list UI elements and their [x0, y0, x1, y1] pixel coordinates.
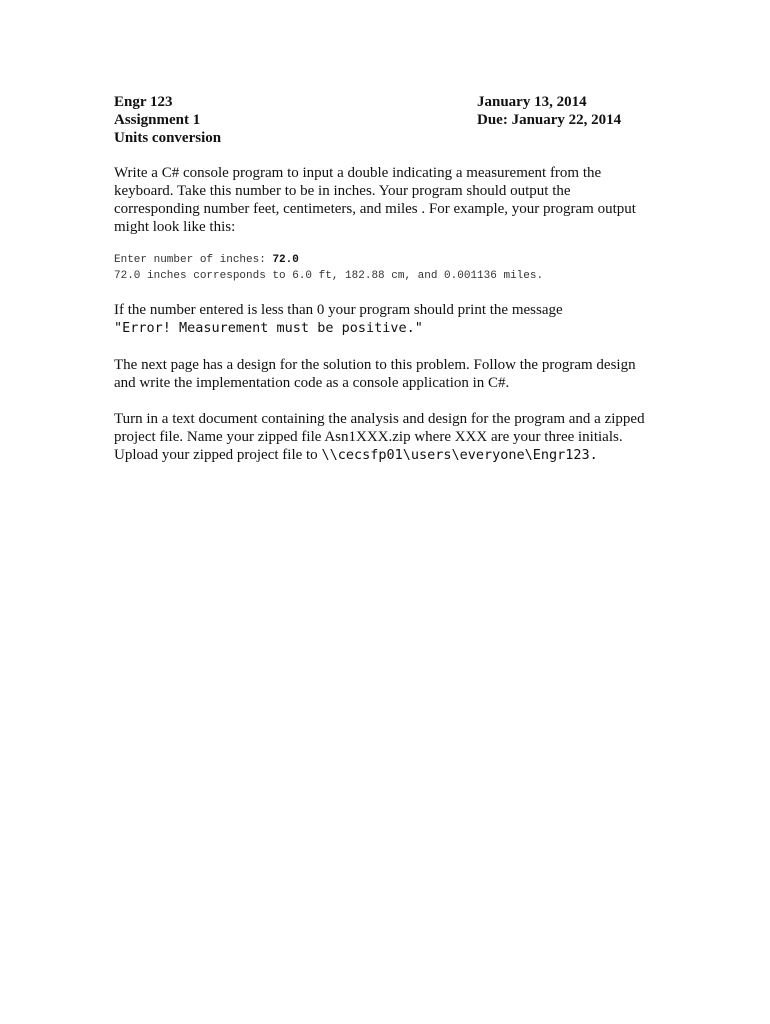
- upload-instruction: Upload your zipped project file to: [114, 447, 322, 463]
- submit-line: Turn in a text document containing the analysis and design for the program and a zipped: [114, 411, 645, 427]
- header-left: [114, 93, 444, 147]
- intro-line: corresponding number feet, centimeters, and miles . For example, your program output: [114, 201, 636, 217]
- submit-line: project file. Name your zipped file Asn1XXX.zip where XXX are your three initials.: [114, 429, 623, 445]
- error-instruction: If the number entered is less than 0 your program should print the message: [114, 302, 563, 318]
- assignment-date: January 13, 2014: [477, 94, 587, 110]
- console-prompt: Enter number of inches:: [114, 254, 273, 266]
- design-line: The next page has a design for the solution to this problem. Follow the program design: [114, 357, 636, 373]
- assignment-title: Assignment 1: [114, 112, 201, 128]
- due-date: Due: January 22, 2014: [477, 112, 622, 128]
- topic-title: Units conversion: [114, 130, 222, 146]
- console-input: 72.0: [272, 254, 299, 266]
- design-paragraph: [114, 356, 674, 392]
- upload-path: \\cecsfp01\users\everyone\Engr123.: [321, 447, 598, 463]
- intro-line: Write a C# console program to input a double indicating a measurement from the: [114, 165, 602, 181]
- course-title: Engr 123: [114, 94, 173, 110]
- submit-line: [114, 446, 674, 464]
- design-line: and write the implementation code as a console application in C#.: [114, 375, 510, 391]
- header-right: [477, 93, 717, 129]
- error-message: "Error! Measurement must be positive.": [114, 320, 423, 336]
- intro-line: might look like this:: [114, 219, 236, 235]
- console-example: [114, 252, 674, 284]
- intro-paragraph: [114, 164, 674, 236]
- console-prompt-line: [114, 252, 674, 268]
- intro-line: keyboard. Take this number to be in inches. Your program should output the: [114, 183, 571, 199]
- console-output: 72.0 inches corresponds to 6.0 ft, 182.88 cm, and 0.001136 miles.: [114, 270, 544, 282]
- error-paragraph: [114, 301, 674, 337]
- submit-paragraph: [114, 410, 674, 464]
